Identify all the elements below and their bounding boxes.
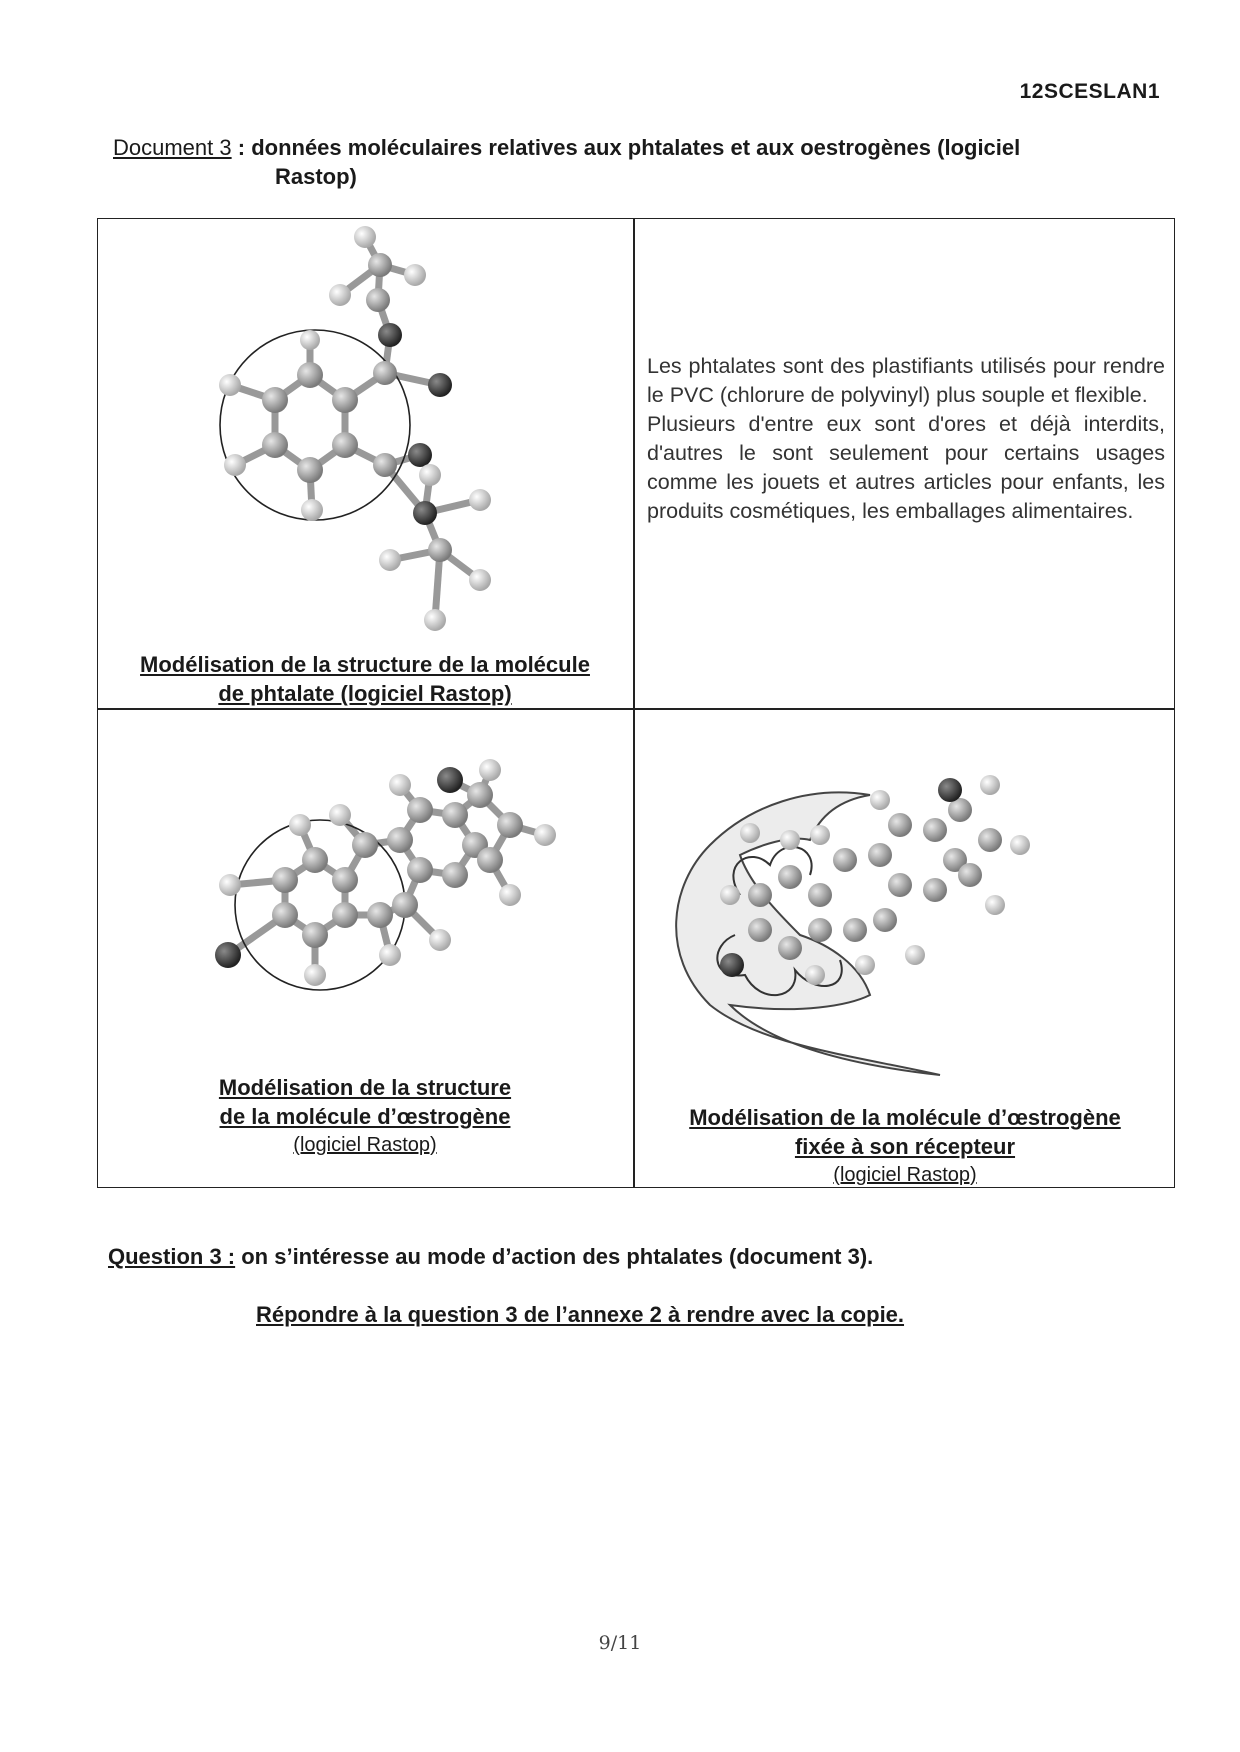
question-text: on s’intéresse au mode d’action des phtalates (document 3).	[235, 1244, 874, 1269]
document-title	[113, 133, 1173, 191]
question-line	[108, 1244, 873, 1270]
phthalate-caption	[100, 650, 630, 708]
receptor-caption-line3: (logiciel Rastop)	[833, 1164, 977, 1186]
receptor-caption	[640, 1103, 1170, 1190]
description-paragraph-1: Les phtalates sont des plastifiants utilisés pour rendre le PVC (chlorure de polyvinyl) plus souple et flexible.	[647, 354, 1165, 407]
estrogen-molecule-image	[190, 740, 590, 1040]
estrogen-caption-line1: Modélisation de la structure	[218, 1075, 512, 1100]
estrogen-caption-line2: de la molécule d’œstrogène	[219, 1104, 511, 1129]
phthalate-description	[647, 352, 1165, 526]
table-vertical-divider	[633, 218, 635, 1188]
phthalate-caption-line2: de phtalate (logiciel Rastop)	[218, 681, 512, 706]
question-label: Question 3 :	[108, 1244, 236, 1269]
estrogen-caption-line3: (logiciel Rastop)	[293, 1134, 437, 1156]
document-title-line2: Rastop)	[275, 164, 357, 189]
phthalate-molecule-image	[200, 225, 560, 645]
phthalate-caption-line1: Modélisation de la structure de la molécule	[140, 652, 590, 677]
document-separator: :	[231, 135, 252, 160]
page-number: 9/11	[598, 1632, 642, 1654]
description-paragraph-2: Plusieurs d'entre eux sont d'ores et déjà interdits, d'autres le sont seulement pour certains usages comme les jouets et autres articles pour enfants, les produits cosmétiques, les emballages alimentaires.	[647, 412, 1165, 523]
receptor-caption-line2: fixée à son récepteur	[794, 1134, 1016, 1159]
question-instruction: Répondre à la question 3 de l’annexe 2 à rendre avec la copie.	[256, 1302, 905, 1327]
estrogen-caption	[100, 1073, 630, 1160]
document-label: Document 3	[113, 135, 232, 160]
exam-code: 12SCESLAN1	[1019, 80, 1160, 103]
estrogen-receptor-image	[650, 745, 1150, 1095]
document-title-line1: données moléculaires relatives aux phtalates et aux oestrogènes (logiciel	[251, 135, 1021, 160]
receptor-caption-line1: Modélisation de la molécule d’œstrogène	[689, 1105, 1121, 1130]
table-horizontal-divider	[97, 708, 1175, 710]
